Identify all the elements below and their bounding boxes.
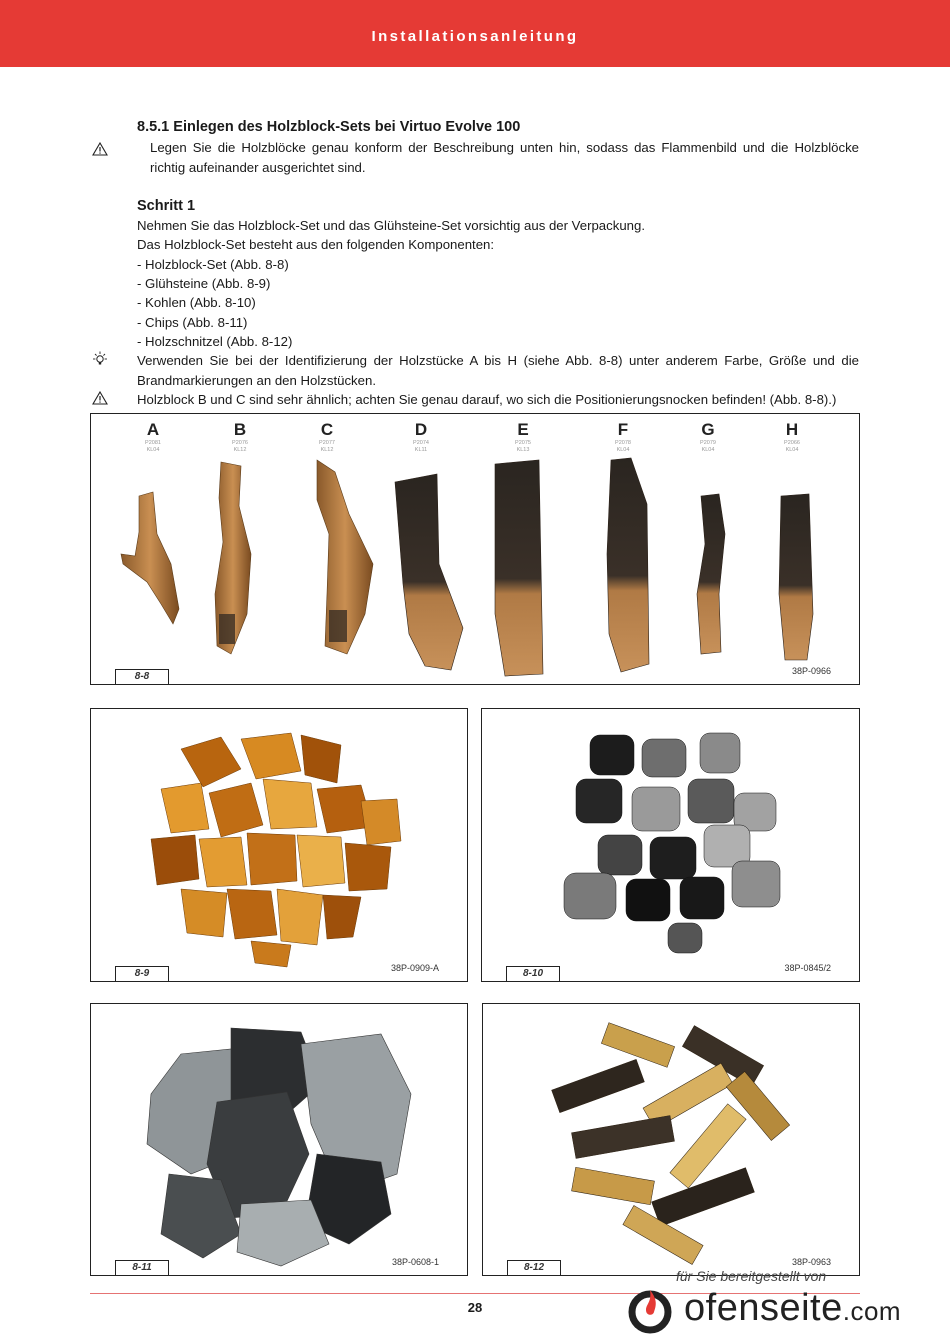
header-title: Installationsanleitung (371, 28, 579, 45)
step-line-1: Nehmen Sie das Holzblock-Set und das Glühsteine-Set vorsichtig aus der Verpackung. (137, 218, 645, 234)
coals-drawing (482, 709, 859, 981)
log-label-f: F P2078 KL04 (615, 420, 631, 453)
page-header (0, 0, 950, 67)
brand-domain: .com (842, 1296, 902, 1326)
instruction-text (137, 118, 859, 409)
wood-chips-drawing (483, 1004, 859, 1275)
figure-code: 38P-0608-1 (391, 1257, 439, 1267)
flame-logo-icon (626, 1278, 682, 1339)
section-heading: 8.5.1 Einlegen des Holzblock-Sets bei Virtuo Evolve 100 (137, 119, 521, 135)
log-label-h: H P2066 KL04 (784, 420, 800, 453)
warning-paragraph: Holzblock B und C sind sehr ähnlich; achten Sie genau darauf, wo sich die Positionierungsnocken befinden! (Abb. 8-8).) (137, 391, 837, 407)
chips-drawing (91, 1004, 467, 1275)
log-label-c: C P2077 KL12 (319, 420, 335, 453)
watermark-brand (684, 1287, 901, 1330)
figure-code: 38P-0963 (791, 1257, 831, 1267)
figure-8-11-chips (90, 1003, 468, 1276)
list-item: - Holzschnitzel (Abb. 8-12) (137, 333, 293, 349)
log-drawings (91, 414, 859, 684)
log-label-a: A P2081 KL04 (145, 420, 161, 453)
lightbulb-icon (92, 351, 108, 370)
figure-label: 8-11 (115, 1260, 169, 1276)
brand-name: ofenseite (684, 1287, 843, 1329)
figure-8-8-log-set (90, 413, 860, 685)
page-number: 28 (467, 1300, 483, 1315)
figure-code: 38P-0909-A (390, 963, 439, 973)
figure-8-10-coals (481, 708, 860, 982)
amber-glass-drawing (91, 709, 467, 981)
list-item: - Glühsteine (Abb. 8-9) (137, 276, 271, 292)
intro-paragraph: Legen Sie die Holzblöcke genau konform der Beschreibung unten hin, sodass das Flammenbild und die Holzblöcke richtig aufeinander ausgerichtet sind. (150, 140, 859, 175)
figure-label: 8-9 (115, 966, 169, 982)
log-label-e: E P2075 KL13 (515, 420, 531, 453)
figure-8-9-glow-stones (90, 708, 468, 982)
figure-code: 38P-0845/2 (784, 963, 831, 973)
log-label-d: D P2074 KL11 (413, 420, 429, 453)
watermark-tagline: für Sie bereitgestellt von (676, 1268, 827, 1284)
warning-triangle-icon (92, 142, 108, 159)
log-label-g: G P2079 KL04 (700, 420, 716, 453)
tip-paragraph: Verwenden Sie bei der Identifizierung der Holzstücke A bis H (siehe Abb. 8-8) unter anderem Farbe, Größe und die Brandmarkierungen an den Holzstücken. (137, 353, 859, 388)
step-title: Schritt 1 (137, 197, 196, 214)
step-line-2: Das Holzblock-Set besteht aus den folgenden Komponenten: (137, 237, 495, 253)
list-item: - Kohlen (Abb. 8-10) (137, 295, 256, 311)
list-item: - Chips (Abb. 8-11) (137, 314, 248, 330)
figure-code: 38P-0966 (791, 666, 831, 676)
list-item: - Holzblock-Set (Abb. 8-8) (137, 256, 289, 272)
warning-triangle-icon (92, 391, 108, 408)
figure-label: 8-12 (507, 1260, 561, 1276)
log-label-b: B P2076 KL12 (232, 420, 248, 453)
figure-label: 8-8 (115, 669, 169, 685)
figure-8-12-wood-chips (482, 1003, 860, 1276)
figure-label: 8-10 (506, 966, 560, 982)
